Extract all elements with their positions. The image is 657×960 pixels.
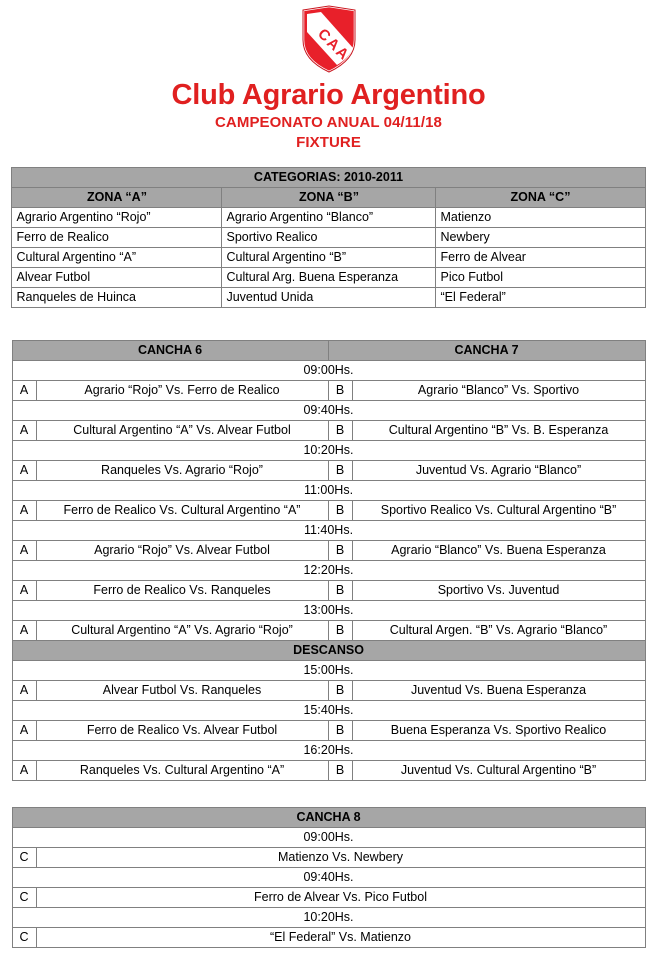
- right-zone-label: B: [328, 501, 352, 521]
- time-row: [12, 828, 645, 848]
- cancha-7-header: CANCHA 7: [328, 341, 645, 361]
- zone-c-team: Pico Futbol: [436, 268, 645, 288]
- zone-a-team: Ranqueles de Huinca: [12, 288, 222, 308]
- table-row: [12, 581, 645, 601]
- table-row: [12, 721, 645, 741]
- right-match: Sportivo Realico Vs. Cultural Argentino “B”: [352, 501, 645, 521]
- cancha8-table-body: [12, 808, 645, 948]
- right-match: Juventud Vs. Cultural Argentino “B”: [352, 761, 645, 781]
- table-row: [12, 928, 645, 948]
- zone-b-team: Juventud Unida: [222, 288, 436, 308]
- right-zone-label: B: [328, 621, 352, 641]
- zone-a-team: Ferro de Realico: [12, 228, 222, 248]
- fixture-table-cancha-8: [12, 807, 646, 948]
- right-match: Agrario “Blanco” Vs. Sportivo: [352, 381, 645, 401]
- right-match: Cultural Argen. “B” Vs. Agrario “Blanco”: [352, 621, 645, 641]
- left-match: Cultural Argentino “A” Vs. Agrario “Rojo”: [36, 621, 328, 641]
- left-zone-label: A: [12, 461, 36, 481]
- zone-a-team: Agrario Argentino “Rojo”: [12, 208, 222, 228]
- zone-label: C: [12, 928, 36, 948]
- fixture-table-body: [12, 341, 645, 781]
- left-zone-label: A: [12, 621, 36, 641]
- slot-time: 15:40Hs.: [12, 701, 645, 721]
- table-row: [12, 681, 645, 701]
- championship-subtitle: CAMPEONATO ANUAL 04/11/18: [214, 114, 442, 132]
- slot-time: 09:00Hs.: [12, 828, 645, 848]
- match: Ferro de Alvear Vs. Pico Futbol: [36, 888, 645, 908]
- table-row: [12, 288, 645, 308]
- right-zone-label: B: [328, 381, 352, 401]
- left-match: Ferro de Realico Vs. Alvear Futbol: [36, 721, 328, 741]
- zone-b-header: ZONA “B”: [222, 188, 436, 208]
- table-row: [12, 381, 645, 401]
- time-row: [12, 601, 645, 621]
- table-row: [12, 208, 645, 228]
- table-row: [12, 461, 645, 481]
- cancha-8-header: CANCHA 8: [12, 808, 645, 828]
- right-zone-label: B: [328, 681, 352, 701]
- fixture-header-row: [12, 341, 645, 361]
- right-zone-label: B: [328, 721, 352, 741]
- left-zone-label: A: [12, 381, 36, 401]
- slot-time: 15:00Hs.: [12, 661, 645, 681]
- left-match: Agrario “Rojo” Vs. Alvear Futbol: [36, 541, 328, 561]
- left-zone-label: A: [12, 541, 36, 561]
- left-match: Ferro de Realico Vs. Cultural Argentino “A”: [36, 501, 328, 521]
- zone-a-team: Cultural Argentino “A”: [12, 248, 222, 268]
- table-row: [12, 228, 645, 248]
- slot-time: 10:20Hs.: [12, 908, 645, 928]
- zone-b-team: Cultural Arg. Buena Esperanza: [222, 268, 436, 288]
- time-row: [12, 481, 645, 501]
- time-row: [12, 908, 645, 928]
- slot-time: 13:00Hs.: [12, 601, 645, 621]
- zone-b-team: Cultural Argentino “B”: [222, 248, 436, 268]
- zone-label: C: [12, 888, 36, 908]
- time-row: [12, 741, 645, 761]
- table-row: [12, 248, 645, 268]
- cancha-6-header: CANCHA 6: [12, 341, 328, 361]
- left-zone-label: A: [12, 501, 36, 521]
- left-zone-label: A: [12, 421, 36, 441]
- time-row: [12, 661, 645, 681]
- zone-c-header: ZONA “C”: [436, 188, 645, 208]
- zone-c-team: Matienzo: [436, 208, 645, 228]
- categories-table: [11, 167, 645, 308]
- table-row: [12, 268, 645, 288]
- club-crest-icon: [297, 4, 361, 74]
- right-match: Juventud Vs. Agrario “Blanco”: [352, 461, 645, 481]
- right-match: Cultural Argentino “B” Vs. B. Esperanza: [352, 421, 645, 441]
- right-match: Agrario “Blanco” Vs. Buena Esperanza: [352, 541, 645, 561]
- fixture-table-cancha-6-7: [12, 340, 646, 781]
- svg-text:C: C: [313, 25, 334, 46]
- left-match: Ranqueles Vs. Agrario “Rojo”: [36, 461, 328, 481]
- right-zone-label: B: [328, 581, 352, 601]
- zone-a-header: ZONA “A”: [12, 188, 222, 208]
- zone-c-team: Ferro de Alvear: [436, 248, 645, 268]
- zone-label: C: [12, 848, 36, 868]
- fixture-subtitle: FIXTURE: [296, 134, 361, 152]
- table-row: [12, 421, 645, 441]
- left-zone-label: A: [12, 581, 36, 601]
- left-match: Ranqueles Vs. Cultural Argentino “A”: [36, 761, 328, 781]
- time-row: [12, 361, 645, 381]
- time-row: [12, 521, 645, 541]
- left-match: Alvear Futbol Vs. Ranqueles: [36, 681, 328, 701]
- page-header: [0, 0, 657, 151]
- page-title: Club Agrario Argentino: [171, 79, 486, 111]
- categories-title-row: [12, 168, 645, 188]
- time-row: [12, 401, 645, 421]
- slot-time: 09:00Hs.: [12, 361, 645, 381]
- right-zone-label: B: [328, 761, 352, 781]
- left-match: Agrario “Rojo” Vs. Ferro de Realico: [36, 381, 328, 401]
- time-row: [12, 441, 645, 461]
- descanso-label: DESCANSO: [12, 641, 645, 661]
- table-row: [12, 848, 645, 868]
- time-row: [12, 561, 645, 581]
- time-row: [12, 868, 645, 888]
- slot-time: 11:00Hs.: [12, 481, 645, 501]
- zone-c-team: Newbery: [436, 228, 645, 248]
- slot-time: 11:40Hs.: [12, 521, 645, 541]
- match: Matienzo Vs. Newbery: [36, 848, 645, 868]
- categories-title: CATEGORIAS: 2010-2011: [12, 168, 645, 188]
- zone-b-team: Sportivo Realico: [222, 228, 436, 248]
- table-row: [12, 621, 645, 641]
- break-row: [12, 641, 645, 661]
- time-row: [12, 701, 645, 721]
- left-match: Ferro de Realico Vs. Ranqueles: [36, 581, 328, 601]
- slot-time: 09:40Hs.: [12, 401, 645, 421]
- zone-c-team: “El Federal”: [436, 288, 645, 308]
- right-match: Sportivo Vs. Juventud: [352, 581, 645, 601]
- crest-container: [0, 4, 657, 76]
- table-row: [12, 888, 645, 908]
- slot-time: 16:20Hs.: [12, 741, 645, 761]
- right-zone-label: B: [328, 541, 352, 561]
- zone-b-team: Agrario Argentino “Blanco”: [222, 208, 436, 228]
- left-zone-label: A: [12, 681, 36, 701]
- slot-time: 10:20Hs.: [12, 441, 645, 461]
- categories-table-body: [12, 168, 645, 308]
- slot-time: 12:20Hs.: [12, 561, 645, 581]
- cancha8-header-row: [12, 808, 645, 828]
- left-match: Cultural Argentino “A” Vs. Alvear Futbol: [36, 421, 328, 441]
- left-zone-label: A: [12, 761, 36, 781]
- left-zone-label: A: [12, 721, 36, 741]
- table-row: [12, 501, 645, 521]
- right-match: Juventud Vs. Buena Esperanza: [352, 681, 645, 701]
- right-zone-label: B: [328, 421, 352, 441]
- svg-text:A: A: [331, 43, 352, 64]
- table-row: [12, 761, 645, 781]
- slot-time: 09:40Hs.: [12, 868, 645, 888]
- match: “El Federal” Vs. Matienzo: [36, 928, 645, 948]
- svg-text:A: A: [322, 34, 343, 55]
- categories-header-row: [12, 188, 645, 208]
- table-row: [12, 541, 645, 561]
- right-match: Buena Esperanza Vs. Sportivo Realico: [352, 721, 645, 741]
- zone-a-team: Alvear Futbol: [12, 268, 222, 288]
- right-zone-label: B: [328, 461, 352, 481]
